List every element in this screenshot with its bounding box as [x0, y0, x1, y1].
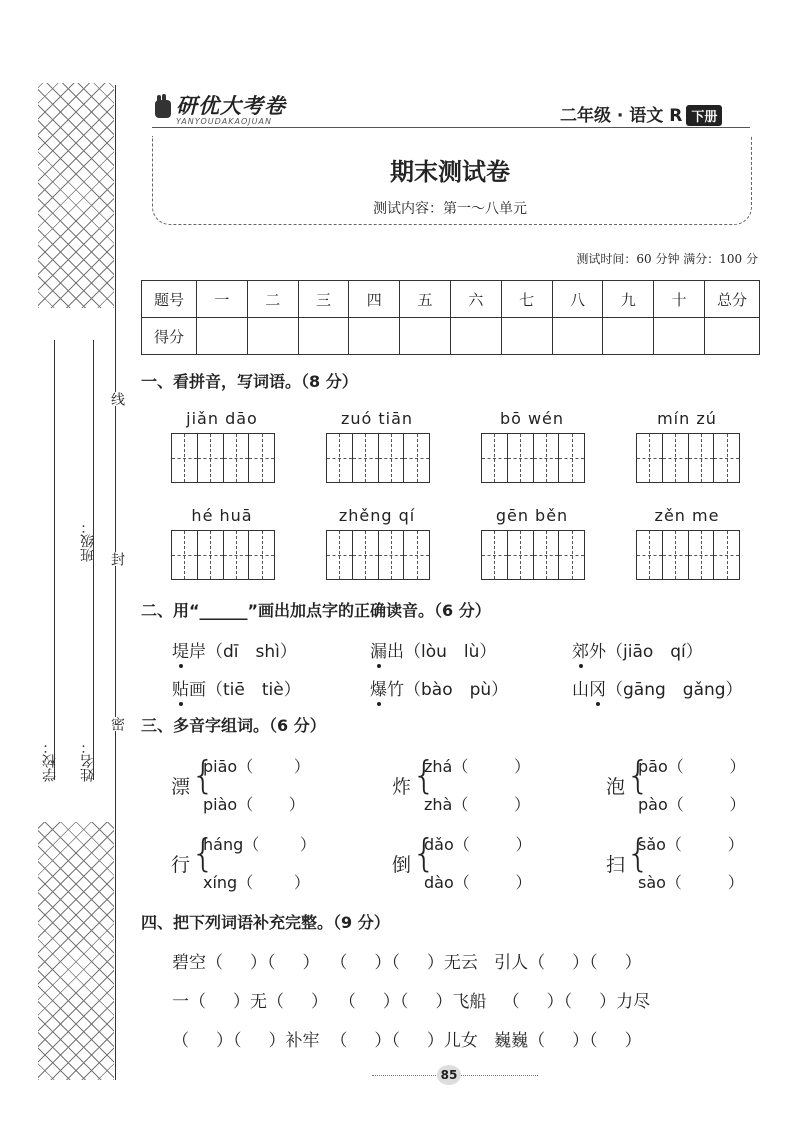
school-label: 学校：: [42, 740, 58, 782]
polyphone-answer[interactable]: zhá（ ）: [424, 757, 531, 776]
margin-hatch-pattern-bottom: [38, 822, 114, 1080]
term-badge: 下册: [686, 105, 722, 126]
score-cell[interactable]: [349, 318, 400, 355]
idiom-line[interactable]: 碧空（ ）（ ） （ ）（ ）无云 引人（ ）（ ）: [172, 953, 642, 973]
polyphone-answer[interactable]: sào（ ）: [638, 873, 744, 892]
cut-mark-line: 线: [109, 392, 125, 406]
reading-options: 画（tiē tiè）: [189, 680, 301, 700]
reading-item[interactable]: [370, 637, 496, 662]
score-header-cell: 总分: [705, 281, 760, 318]
score-table: [141, 280, 760, 355]
dotted-char: 冈: [589, 675, 606, 700]
idiom-line[interactable]: （ ）（ ）补牢 （ ）（ ）儿女 巍巍（ ）（ ）: [172, 1031, 642, 1051]
brace-icon: {: [191, 753, 216, 797]
section4-title: 四、把下列词语补充完整。（9 分）: [141, 913, 390, 932]
score-table-score-row: [142, 318, 760, 355]
section1-title: 一、看拼音，写词语。（8 分）: [141, 372, 358, 391]
polyphone-answer[interactable]: piāo（ ）: [203, 757, 310, 776]
polyphone-answer[interactable]: sǎo（ ）: [638, 835, 744, 854]
dotted-char: 堤: [172, 637, 189, 662]
reading-item[interactable]: [572, 637, 703, 662]
writing-grid[interactable]: [481, 530, 585, 580]
dotted-char: 郊: [572, 637, 589, 662]
score-cell[interactable]: [705, 318, 760, 355]
pinyin-label: gēn běn: [495, 506, 569, 525]
polyphone-answer[interactable]: dào（ ）: [424, 873, 532, 892]
score-cell[interactable]: [654, 318, 705, 355]
score-header-cell: 四: [349, 281, 400, 318]
dotted-char: 漏: [370, 637, 387, 662]
reading-options: （gāng gǎng）: [606, 680, 743, 700]
margin-border-line: [115, 85, 116, 1080]
writing-grid[interactable]: [636, 433, 740, 483]
fist-icon: [152, 92, 174, 122]
brand-logo: [150, 88, 330, 130]
score-cell[interactable]: [552, 318, 603, 355]
logo-text: 研优大考卷: [176, 94, 286, 118]
pinyin-label: zěn me: [654, 506, 720, 525]
pinyin-label: zuó tiān: [340, 409, 414, 428]
score-header-cell: 十: [654, 281, 705, 318]
score-cell[interactable]: [450, 318, 501, 355]
polyphone-answer[interactable]: dǎo（ ）: [424, 835, 532, 854]
reading-item[interactable]: [572, 675, 743, 700]
brace-icon: {: [626, 831, 651, 875]
score-header-cell: 五: [400, 281, 451, 318]
score-header-cell: 七: [501, 281, 552, 318]
reading-item[interactable]: [172, 675, 301, 700]
brace-icon: {: [191, 831, 216, 875]
test-content-subtitle: 测试内容：第一～八单元: [373, 201, 527, 217]
grade-label: 二年级 · 语文 R: [560, 106, 683, 126]
brace-icon: {: [412, 753, 437, 797]
writing-grid[interactable]: [171, 433, 275, 483]
score-cell[interactable]: [298, 318, 349, 355]
pinyin-label: hé huā: [191, 506, 253, 525]
score-header-cell: 八: [552, 281, 603, 318]
pinyin-label: jiǎn dāo: [186, 409, 258, 428]
pinyin-label: bō wén: [499, 409, 565, 428]
score-cell[interactable]: [247, 318, 298, 355]
cut-mark-seal: 封: [109, 552, 125, 566]
brace-icon: {: [626, 753, 651, 797]
writing-grid[interactable]: [326, 433, 430, 483]
polyphone-answer[interactable]: xíng（ ）: [203, 873, 310, 892]
score-cell[interactable]: [197, 318, 248, 355]
cut-mark-secret: 密: [109, 717, 125, 731]
polyphone-char: 倒: [392, 854, 412, 876]
writing-grid[interactable]: [171, 530, 275, 580]
reading-item[interactable]: [172, 637, 297, 662]
score-cell[interactable]: [603, 318, 654, 355]
score-header-cell: 二: [247, 281, 298, 318]
reading-options: 外（jiāo qí）: [589, 642, 703, 662]
class-label: 班级：: [80, 520, 96, 562]
polyphone-char: 扫: [606, 854, 626, 876]
polyphone-answer[interactable]: zhà（ ）: [424, 795, 531, 814]
polyphone-answer[interactable]: piào（ ）: [203, 795, 305, 814]
dotted-char: 贴: [172, 675, 189, 700]
score-row-label: 得分: [142, 318, 197, 355]
score-cell[interactable]: [501, 318, 552, 355]
footer-dotted-line-right: [458, 1075, 538, 1076]
brace-icon: {: [412, 831, 437, 875]
score-table-header-row: [142, 281, 760, 318]
pinyin-label: zhěng qí: [338, 506, 416, 525]
reading-prefix: 山: [572, 680, 589, 700]
school-write-line: [54, 340, 55, 780]
idiom-line[interactable]: 一（ ）无（ ） （ ）（ ）飞船 （ ）（ ）力尽: [172, 992, 651, 1012]
pinyin-label: mín zú: [657, 409, 717, 428]
score-header-cell: 三: [298, 281, 349, 318]
section2-title: 二、用“______”画出加点字的正确读音。（6 分）: [141, 601, 491, 620]
score-header-cell: 六: [450, 281, 501, 318]
score-header-cell: 题号: [142, 281, 197, 318]
writing-grid[interactable]: [636, 530, 740, 580]
page-title: 期末测试卷: [390, 157, 510, 186]
test-timing-info: 测试时间：60 分钟 满分：100 分: [576, 252, 758, 266]
page-number: 85: [437, 1065, 461, 1085]
polyphone-answer[interactable]: pào（ ）: [638, 795, 746, 814]
dotted-char: 爆: [370, 675, 387, 700]
writing-grid[interactable]: [481, 433, 585, 483]
polyphone-answer[interactable]: háng（ ）: [203, 835, 316, 854]
score-header-cell: 九: [603, 281, 654, 318]
section3-title: 三、多音字组词。（6 分）: [141, 716, 326, 735]
score-cell[interactable]: [400, 318, 451, 355]
reading-options: 竹（bào pù）: [387, 680, 509, 700]
score-header-cell: 一: [197, 281, 248, 318]
polyphone-char: 漂: [171, 776, 191, 798]
logo-subtext: YANYOUDAKAOJUAN: [176, 117, 272, 126]
polyphone-char: 泡: [606, 776, 626, 798]
grade-subject: [560, 101, 722, 126]
reading-options: 岸（dī shì）: [189, 642, 297, 662]
polyphone-char: 行: [171, 854, 191, 876]
reading-options: 出（lòu lù）: [387, 642, 497, 662]
name-label: 姓名：: [80, 740, 96, 782]
polyphone-char: 炸: [392, 776, 412, 798]
margin-hatch-pattern-top: [38, 83, 114, 308]
reading-item[interactable]: [370, 675, 508, 700]
header-divider: [152, 127, 750, 128]
writing-grid[interactable]: [326, 530, 430, 580]
polyphone-answer[interactable]: pāo（ ）: [638, 757, 746, 776]
